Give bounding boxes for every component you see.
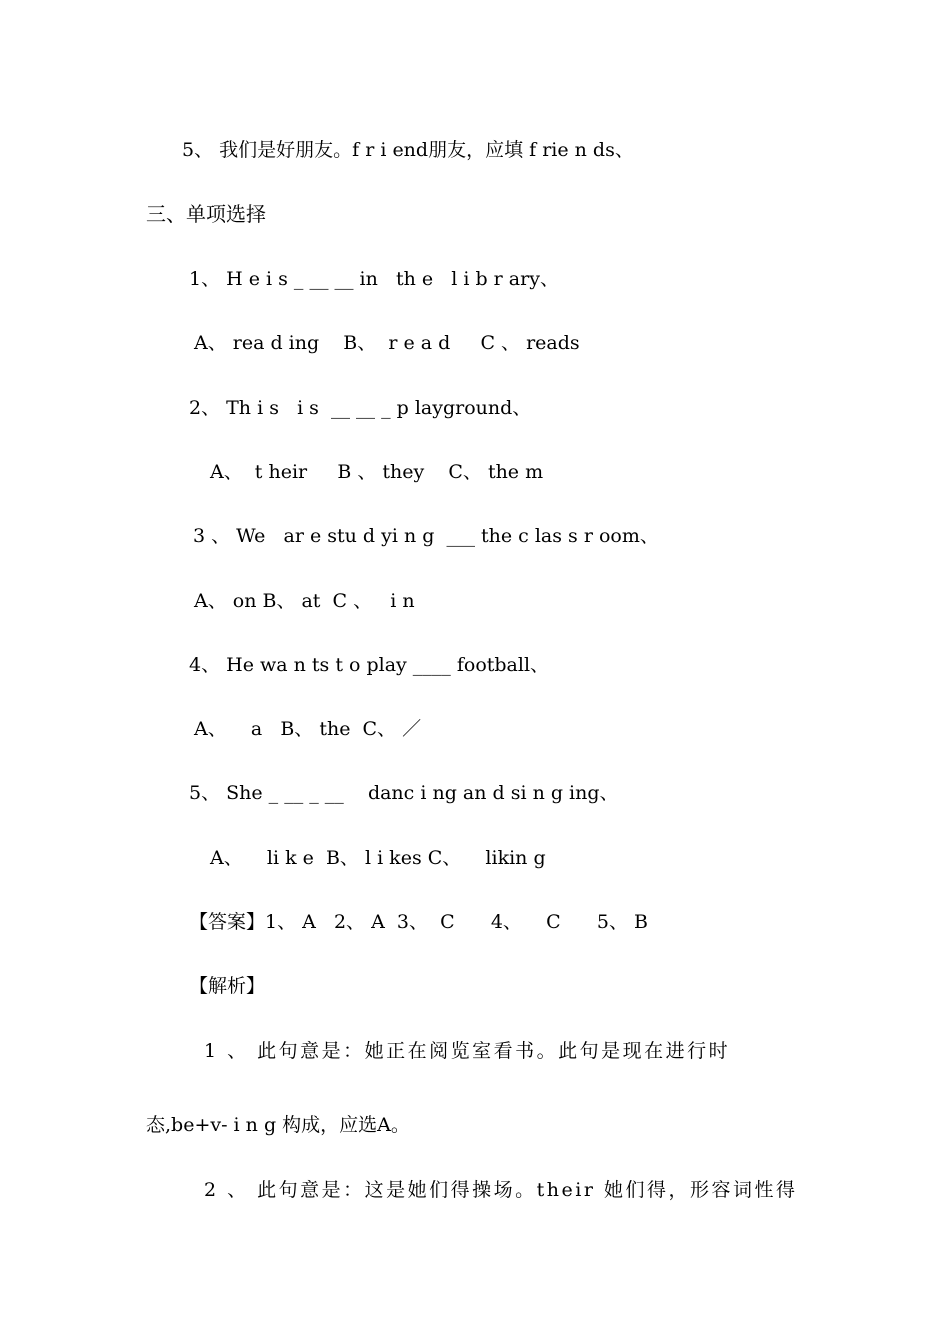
section-title: 三、单项选择 [146,202,266,226]
analysis-paragraph-1-line-2: 态,be+v- i n g 构成，应选A。 [146,1114,410,1136]
analysis-paragraph-1-line-1: 1 、 此句意是：她正在阅览室看书。此句是现在进行时 [204,1040,731,1062]
question-1-stem: 1、 H e i s _ __ __ in th e l i b r ary、 [189,268,559,290]
answer-line: 【答案】1、 A 2、 A 3、 C 4、 C 5、 B [189,911,648,933]
question-4-stem: 4、 He wa n ts t o play ____ football、 [189,654,550,676]
previous-answer-item-5: 5、 我们是好朋友。f r i end朋友，应填 f rie n ds、 [182,139,634,161]
question-5-stem: 5、 She _ __ _ __ danc i ng an d si n g ing、 [189,782,619,804]
analysis-heading: 【解析】 [189,975,266,997]
analysis-paragraph-2-line-1: 2 、 此句意是：这是她们得操场。their 她们得，形容词性得 [204,1179,798,1201]
question-3-stem: 3 、 We ar e stu d yi n g ___ the c las s r oom、 [193,525,659,547]
question-5-options: A、 li k e B、 l i kes C、 likin g [210,847,546,869]
question-1-options: A、 rea d ing B、 r e a d C 、 reads [194,332,580,354]
question-4-options: A、 a B、 the C、 ／ [194,718,422,740]
question-2-stem: 2、 Th i s i s __ __ _ p layground、 [189,397,532,419]
question-2-options: A、 t heir B 、 they C、 the m [210,461,544,483]
question-3-options: A、 on B、 at C 、 i n [194,590,415,612]
